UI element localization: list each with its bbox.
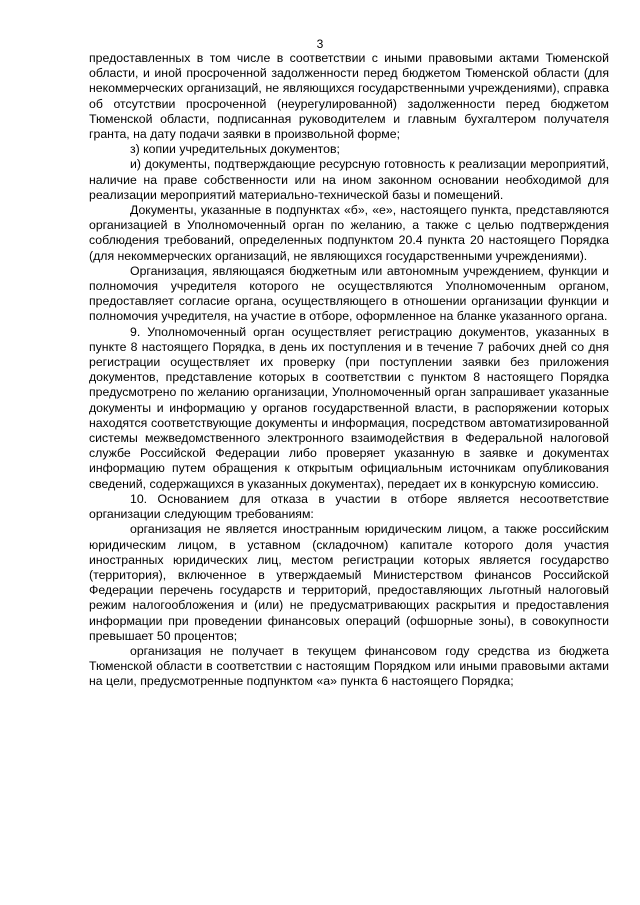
page-number: 3 (316, 37, 324, 51)
paragraph-1: предоставленных в том числе в соответствии с иными правовыми актами Тюменской области, и иной просроченной задолженности перед бюджетом Тюменской области (для некоммерческих организаций, не являющихся государственными учреждениями), справка об отсутствии просроченной (неурегулированной) задолженности перед бюджетом Тюменской области, подписанная руководителем и главным бухгалтером получателя гранта, на дату подачи заявки в произвольной форме; (89, 51, 609, 142)
body-text (89, 51, 609, 690)
paragraph-9: организация не получает в текущем финансовом году средства из бюджета Тюменской области в соответствии с настоящим Порядком или иными правовыми актами на цели, предусмотренные подпунктом «а» пункта 6 настоящего Порядка; (89, 643, 609, 689)
paragraph-3: и) документы, подтверждающие ресурсную готовность к реализации мероприятий, наличие на праве собственности или на ином законном основании необходимой для реализации мероприятий материально-технической базы и помещений. (89, 157, 609, 202)
paragraph-6: 9. Уполномоченный орган осуществляет регистрацию документов, указанных в пункте 8 настоящего Порядка, в день их поступления и в течение 7 рабочих дней со дня регистрации осуществляет их проверку (при поступлении заявки без приложения документов, представление которых в соответствии с пунктом 8 настоящего Порядка предусмотрено по желанию организации, Уполномоченный орган запрашивает указанные документы и информацию у органов государственной власти, в распоряжении которых находятся соответствующие документы и информация, посредством автоматизированной системы межведомственного электронного взаимодействия в Федеральной налоговой службе Российской Федерации либо проверяет указанную в заявке и документах информацию путем обращения к открытым официальным источникам опубликования сведений, содержащихся в указанных документах), передает их в конкурсную комиссию. (89, 324, 609, 491)
paragraph-2: з) копии учредительных документов; (130, 142, 340, 157)
paragraph-8: организация не является иностранным юридическим лицом, а также российским юридическим лицом, в уставном (складочном) капитале которого доля участия иностранных юридических лиц, местом регистрации которых является государство (территория), включенное в утверждаемый Министерством финансов Российской Федерации перечень государств и территорий, предоставляющих льготный налоговый режим налогообложения и (или) не предусматривающих раскрытия и предоставления информации при проведении финансовых операций (офшорные зоны), в совокупности превышает 50 процентов; (89, 522, 609, 643)
paragraph-7: 10. Основанием для отказа в участии в отборе является несоответствие организации следующим требованиям: (89, 491, 609, 522)
paragraph-4: Документы, указанные в подпунктах «б», «е», настоящего пункта, представляются организацией в Уполномоченный орган по желанию, а также с целью подтверждения соблюдения требований, определенных подпунктом 20.4 пункта 20 настоящего Порядка (для некоммерческих организаций, не являющихся государственными учреждениями). (89, 203, 609, 263)
paragraph-5: Организация, являющаяся бюджетным или автономным учреждением, функции и полномочия учредителя которого не осуществляются Уполномоченным органом, предоставляет согласие органа, осуществляющего в отношении организации функции и полномочия учредителя, на участие в отборе, оформленное на бланке указанного органа. (89, 263, 609, 324)
